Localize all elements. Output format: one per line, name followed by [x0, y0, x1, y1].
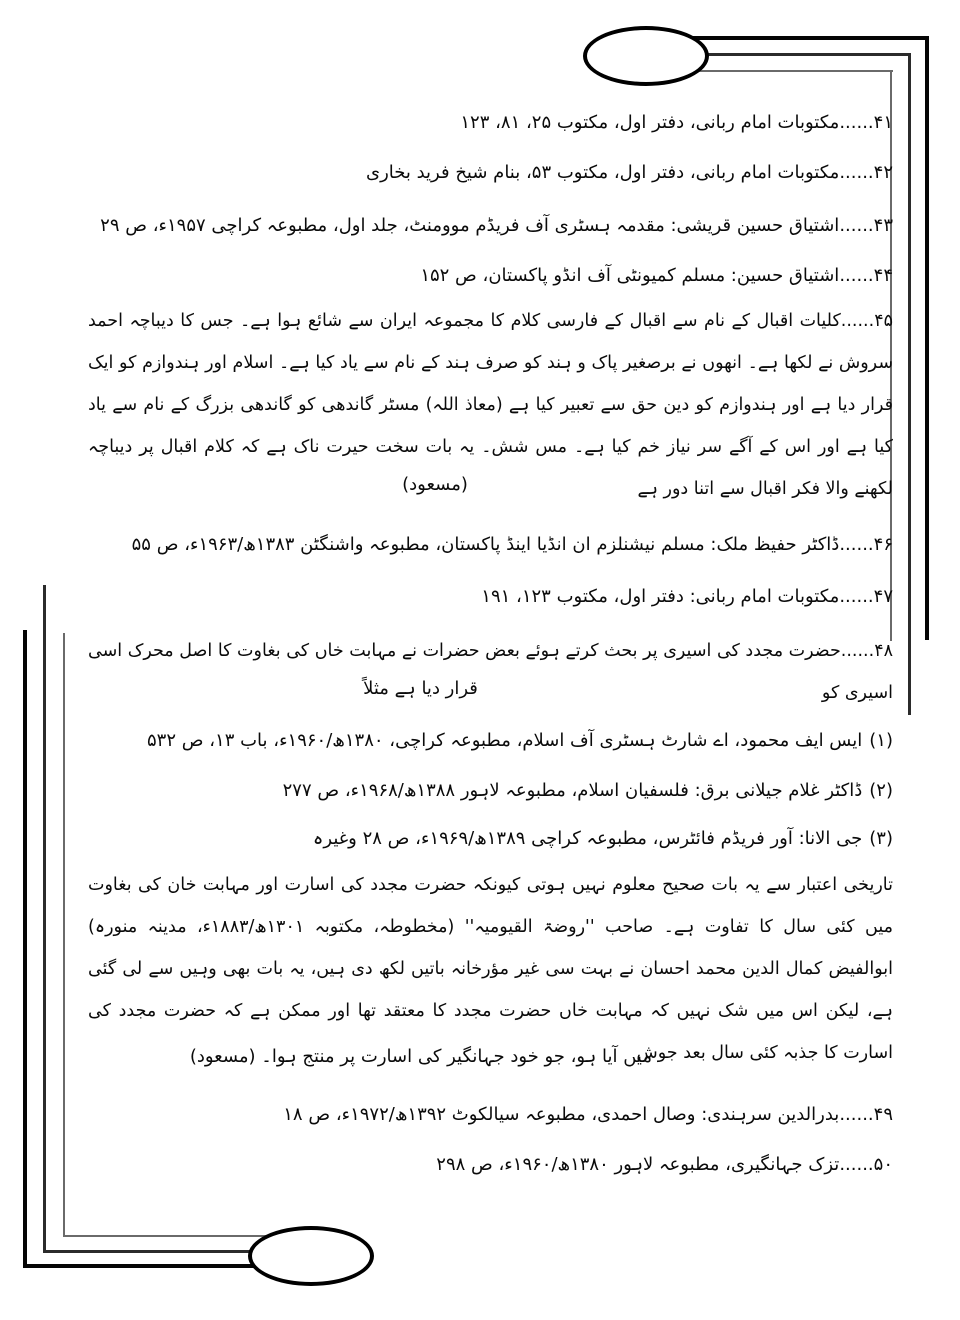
subitem-number: (۱): [869, 730, 893, 751]
footnote-43: [88, 209, 893, 242]
subitem-text: ڈاکٹر غلام جیلانی برق: فلسفیان اسلام، مطبوعہ لاہور ۱۳۸۸ھ/۱۹۶۸ء، ص ۲۷۷: [282, 780, 863, 801]
subitem-number: (۳): [869, 828, 893, 849]
frame-left-line-inner: [63, 633, 65, 1236]
footnote-text: اشتیاق حسین قریشی: مقدمہ ہسٹری آف فریڈم موومنٹ، جلد اول، مطبوعہ کراچی ۱۹۵۷ء، ص ۲۹: [100, 215, 840, 236]
footnote-text: ڈاکٹر حفیظ ملک: مسلم نیشنلزم ان انڈیا اینڈ پاکستان، مطبوعہ واشنگٹن ۱۳۸۳ھ/۱۹۶۳ء، ص ۵۵: [131, 534, 840, 555]
dot-leader: ......: [839, 1104, 874, 1125]
subitem-2: [88, 774, 893, 807]
footnote-48-continuation: قرار دیا ہے مثلاً: [363, 678, 478, 699]
footnote-number: ۴۸: [874, 641, 893, 661]
footnote-47: [88, 580, 893, 613]
footnote-number: ۴۲: [873, 162, 893, 183]
dot-leader: ......: [839, 265, 874, 286]
footnote-46: [88, 528, 893, 561]
closing-paragraph: تاریخی اعتبار سے یہ بات صحیح معلوم نہیں ہوتی کیونکہ حضرت مجدد کی اسارت اور مہابت خان کی بغاوت میں کئی سال کا تفاوت ہے۔ صاحب ''روضۃ القیومیہ'' (مخطوطہ، مکتوبہ ۱۳۰۱ھ/۱۸۸۳ء، مدینہ منورہ) ابوالفیض کمال الدین محمد احسان نے بہت سی غیر مؤرخانہ باتیں لکھ دی ہیں، یہ بات بھی وہیں سے لی گئی ہے، لیکن اس میں شک نہیں کہ مہابت خاں حضرت مجدد کا معتقد تھا اور ممکن ہے کہ حضرت مجدد کی اسارت کا جذبہ کئی سال بعد جوش: [88, 875, 894, 1063]
footnote-48: [88, 630, 893, 714]
footnote-41: [88, 106, 893, 139]
closing-paragraph-last-line: میں آیا ہو، جو خود جہانگیر کی اسارت پر منتج ہوا۔ (مسعود): [189, 1046, 652, 1067]
footnote-text: مکتوبات امام ربانی، دفتر اول، مکتوب ۲۵، ۸۱، ۱۲۳: [460, 112, 840, 133]
subitem-1: [88, 724, 893, 757]
frame-right-line-outer: [925, 36, 929, 640]
footnote-number: ۴۷: [873, 586, 893, 607]
footnote-42: [88, 156, 893, 189]
footnote-number: ۵۰: [873, 1154, 893, 1175]
subitem-number: (۲): [869, 780, 893, 801]
footnote-text: مکتوبات امام ربانی، دفتر اول، مکتوب ۵۳، بنام شیخ فرید بخاری: [365, 162, 840, 183]
footnote-number: ۴۹: [873, 1104, 893, 1125]
footnote-text: حضرت مجدد کی اسیری پر بحث کرتے ہوئے بعض حضرات نے مہابت خاں کی بغاوت کا اصل محرک اسی اسیری کو: [88, 641, 893, 703]
ellipse-ornament-top: [583, 26, 709, 86]
ellipse-ornament-bottom: [248, 1226, 374, 1286]
dot-leader: ......: [839, 162, 874, 183]
footnote-number: ۴۵: [874, 311, 893, 331]
footnote-number: ۴۶: [873, 534, 893, 555]
footnote-49: [88, 1098, 893, 1131]
dot-leader: ......: [839, 215, 874, 236]
frame-right-line-middle: [908, 53, 911, 715]
dot-leader: ......: [839, 586, 874, 607]
footnote-50: [88, 1148, 893, 1181]
frame-left-line-middle: [43, 585, 46, 1253]
dot-leader: ......: [839, 1154, 874, 1175]
footnote-text: بدرالدین سرہندی: وصال احمدی، مطبوعہ سیالکوٹ ۱۳۹۲ھ/۱۹۷۲ء، ص ۱۸: [283, 1104, 840, 1125]
subitem-3: [88, 822, 893, 855]
footnote-44: [88, 259, 893, 292]
footnote-number: ۴۴: [873, 265, 893, 286]
frame-left-line-outer: [23, 630, 27, 1268]
dot-leader: ......: [840, 641, 875, 661]
subitem-text: جی الانا: آور فریڈم فائٹرس، مطبوعہ کراچی ۱۳۸۹ھ/۱۹۶۹ء، ص ۲۸ وغیرہ: [312, 828, 863, 849]
subitem-text: ایس ایف محمود، اے شارٹ ہسٹری آف اسلام، مطبوعہ کراچی، ۱۳۸۰ھ/۱۹۶۰ء، باب ۱۳، ص ۵۳۲: [147, 730, 863, 751]
footnote-text: مکتوبات امام ربانی: دفتر اول، مکتوب ۱۲۳، ۱۹۱: [481, 586, 840, 607]
footnote-number: ۴۱: [873, 112, 893, 133]
dot-leader: ......: [840, 311, 875, 331]
dot-leader: ......: [839, 534, 874, 555]
footnote-number: ۴۳: [873, 215, 893, 236]
footnote-text: تزک جہانگیری، مطبوعہ لاہور ۱۳۸۰ھ/۱۹۶۰ء، ص ۲۹۸: [436, 1154, 840, 1175]
footnote-text: اشتیاق حسین: مسلم کمیونٹی آف انڈو پاکستان، ص ۱۵۲: [420, 265, 840, 286]
dot-leader: ......: [839, 112, 874, 133]
footnote-45-signature: (مسعود): [402, 474, 468, 495]
footnote-text: کلیات اقبال کے نام سے اقبال کے فارسی کلام کا مجموعہ ایران سے شائع ہوا ہے۔ جس کا دیباچہ احمد سروش نے لکھا ہے۔ انھوں نے برصغیر پاک و ہند کو صرف ہند کے نام سے یاد کیا ہے۔ اسلام اور ہندوازم کو ایک قرار دیا ہے اور ہندوازم کو دین حق سے تعبیر کیا ہے (معاذ اللہ) مسٹر گاندھی کو گاندھی بزرگ کے نام سے یاد کیا ہے اور اس کے آگے سر نیاز خم کیا ہے۔ مس شش۔ یہ بات سخت حیرت ناک ہے کہ کلام اقبال پر دیباچہ لکھنے والا فکر اقبال سے اتنا دور ہے: [88, 311, 893, 499]
